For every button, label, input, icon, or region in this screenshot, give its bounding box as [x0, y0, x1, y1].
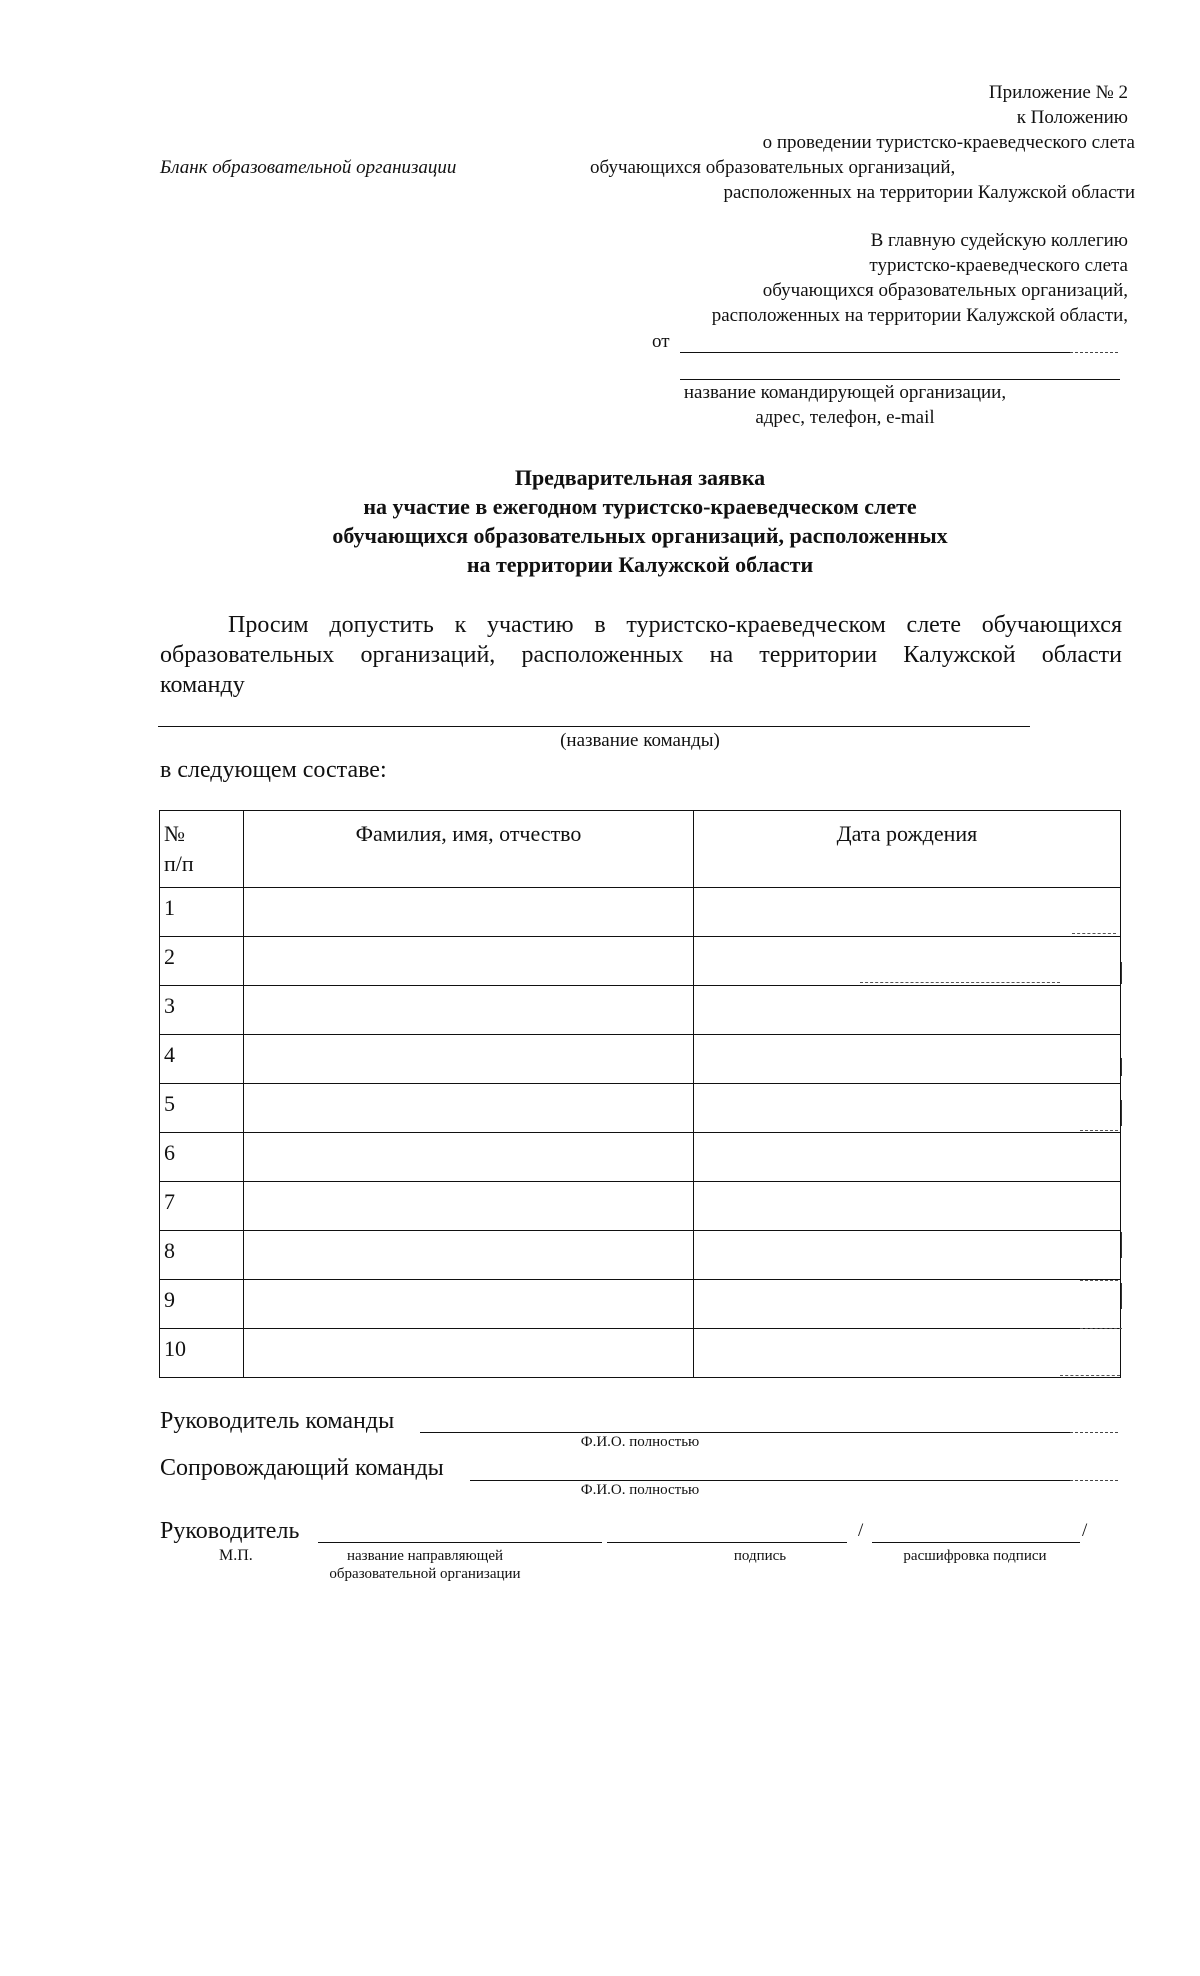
scan-artifact-tick [1121, 1232, 1122, 1258]
table-row [160, 1035, 1121, 1084]
row-number: 7 [160, 1182, 244, 1231]
table-row [160, 1280, 1121, 1329]
title-line: обучающихся образовательных организаций, расположенных [332, 523, 948, 548]
addressee-line: туристско-краеведческого слета [869, 255, 1128, 276]
scan-artifact-dash [1072, 933, 1116, 934]
birth-date-cell[interactable] [694, 986, 1121, 1035]
birth-date-cell[interactable] [694, 1035, 1121, 1084]
header-number-label: № п/п [164, 821, 194, 876]
team-roster-table [159, 810, 1121, 1378]
header-number [160, 811, 244, 888]
scan-artifact-dash [860, 982, 1060, 983]
row-number: 6 [160, 1133, 244, 1182]
title-line: Предварительная заявка [514, 465, 766, 490]
addressee-line: В главную судейскую коллегию [870, 230, 1128, 251]
decoding-caption: расшифровка подписи [903, 1548, 1047, 1564]
table-row [160, 1182, 1121, 1231]
scan-artifact-dash [1060, 1375, 1120, 1376]
birth-date-cell[interactable] [694, 1084, 1121, 1133]
table-row [160, 1329, 1121, 1378]
appendix-reference-continued [590, 130, 1135, 205]
composition-label: в следующем составе: [160, 757, 387, 783]
head-label: Руководитель [160, 1518, 300, 1544]
signature-caption: подпись [733, 1548, 787, 1564]
scan-artifact-tick [1121, 1100, 1122, 1126]
addressee-line: расположенных на территории Калужской области, [711, 305, 1128, 326]
signature-slash-1: / [858, 1520, 864, 1541]
row-number: 1 [160, 888, 244, 937]
birth-date-cell[interactable] [694, 937, 1121, 986]
stamp-label: М.П. [219, 1547, 253, 1564]
row-number: 10 [160, 1329, 244, 1378]
addressee-caption-line: адрес, телефон, e-mail [755, 407, 935, 428]
org-caption-line: название направляющей [347, 1548, 503, 1564]
scan-artifact-tick [1121, 1283, 1122, 1309]
appendix-line: расположенных на территории Калужской области [723, 182, 1135, 203]
full-name-cell[interactable] [244, 888, 694, 937]
scan-artifact-tick [1121, 1058, 1122, 1076]
full-name-cell[interactable] [244, 1133, 694, 1182]
addressee-caption [635, 380, 1055, 430]
row-number: 3 [160, 986, 244, 1035]
full-name-cell[interactable] [244, 937, 694, 986]
table-row [160, 986, 1121, 1035]
full-name-cell[interactable] [244, 1035, 694, 1084]
decoding-field-line[interactable] [872, 1542, 1080, 1543]
team-name-caption: (название команды) [560, 730, 720, 751]
row-number: 8 [160, 1231, 244, 1280]
scan-artifact-dash [1080, 1328, 1122, 1329]
signature-slash-2: / [1082, 1520, 1088, 1541]
team-name-field-line[interactable] [158, 726, 1030, 727]
birth-date-cell[interactable] [694, 1182, 1121, 1231]
from-field-line[interactable] [680, 352, 1070, 353]
appendix-line: Приложение № 2 [988, 82, 1128, 103]
birth-date-cell[interactable] [694, 888, 1121, 937]
row-number: 4 [160, 1035, 244, 1084]
row-number: 2 [160, 937, 244, 986]
birth-date-cell[interactable] [694, 1133, 1121, 1182]
scan-artifact-dash [1080, 1130, 1118, 1131]
header-full-name: Фамилия, имя, отчество [244, 811, 694, 888]
addressee-block [528, 228, 1128, 328]
birth-date-cell[interactable] [694, 1231, 1121, 1280]
appendix-line: обучающихся образовательных организаций, [590, 157, 956, 178]
full-name-cell[interactable] [244, 1084, 694, 1133]
table-header-row [160, 811, 1121, 888]
addressee-line: обучающихся образовательных организаций, [762, 280, 1128, 301]
team-leader-label: Руководитель команды [160, 1408, 395, 1434]
team-leader-field-line[interactable] [420, 1432, 1070, 1433]
blank-label: Бланк образовательной организации [160, 157, 457, 178]
addressee-caption-line: название командирующей организации, [683, 382, 1007, 403]
escort-field-dashed-end [1070, 1480, 1118, 1481]
table-row [160, 937, 1121, 986]
from-field-line-dashed-end [1070, 352, 1118, 353]
appendix-line: о проведении туристско-краеведческого слета [762, 132, 1135, 153]
title-line: на территории Калужской области [466, 552, 814, 577]
row-number: 9 [160, 1280, 244, 1329]
scan-artifact-tick [1121, 962, 1122, 984]
row-number: 5 [160, 1084, 244, 1133]
birth-date-cell[interactable] [694, 1329, 1121, 1378]
request-paragraph [160, 610, 1122, 700]
org-caption-line: образовательной организации [329, 1566, 521, 1582]
org-name-caption [300, 1547, 550, 1583]
title-line: на участие в ежегодном туристско-краеведческом слете [363, 494, 917, 519]
paragraph-line: команду [160, 672, 245, 698]
full-name-cell[interactable] [244, 1231, 694, 1280]
paragraph-line: образовательных организаций, расположенных на территории Калужской области [160, 642, 1122, 668]
team-leader-field-dashed-end [1070, 1432, 1118, 1433]
escort-caption: Ф.И.О. полностью [580, 1482, 700, 1498]
escort-label: Сопровождающий команды [160, 1455, 444, 1481]
appendix-reference [528, 80, 1128, 130]
full-name-cell[interactable] [244, 1280, 694, 1329]
scan-artifact-dash [1080, 1280, 1118, 1281]
table-row [160, 1084, 1121, 1133]
from-label: от [652, 331, 670, 352]
org-name-field-line[interactable] [318, 1542, 602, 1543]
birth-date-cell[interactable] [694, 1280, 1121, 1329]
paragraph-line: Просим допустить к участию в туристско-краеведческом слете обучающихся [228, 612, 1122, 638]
full-name-cell[interactable] [244, 986, 694, 1035]
table-row [160, 1133, 1121, 1182]
full-name-cell[interactable] [244, 1182, 694, 1231]
header-birth-date: Дата рождения [694, 811, 1121, 888]
document-title [160, 463, 1120, 579]
full-name-cell[interactable] [244, 1329, 694, 1378]
table-row [160, 1231, 1121, 1280]
table-row [160, 888, 1121, 937]
signature-field-line[interactable] [607, 1542, 847, 1543]
team-leader-caption: Ф.И.О. полностью [580, 1434, 700, 1450]
appendix-line: к Положению [1016, 107, 1128, 128]
